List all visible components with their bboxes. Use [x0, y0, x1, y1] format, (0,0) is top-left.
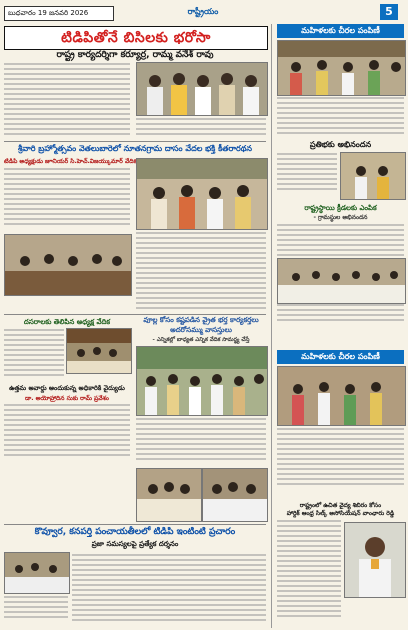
award-photo-icon — [341, 153, 405, 199]
right-banner-2 — [277, 140, 404, 151]
people-photo-icon — [137, 63, 267, 115]
right-photo-5 — [344, 522, 406, 598]
issue-date: బుధవారం 19 జనవరి 2026 — [8, 9, 89, 17]
meeting-photo-icon — [5, 235, 131, 295]
students-photo-icon — [278, 259, 405, 303]
main-headline: టిడిపితోనే బిసిలకు భరోసా — [61, 30, 211, 46]
story-1-photo — [136, 62, 268, 116]
story-4-text — [4, 329, 64, 379]
story-3-title: టిడిపి అధ్యక్షుడు జూనియర్ సి.హెచ్.విజయ్కుమార్ వేదిక — [4, 158, 137, 165]
story-2-text — [136, 232, 266, 312]
story-5-title-block — [4, 384, 130, 403]
story-1-title: రాష్ట్ర కార్యదర్శిగా కర్యూర్ర, రామ్మ వనేశ్ రావు — [56, 50, 214, 60]
story-2-title: శ్రీవారి బ్రహ్మోత్సవం వెతలుబారెలో నూతనగ్రామ దాసం వేదల భక్తి కీతరారథన — [17, 144, 253, 153]
right-photo-3 — [277, 258, 406, 304]
story-4-title-block — [4, 318, 130, 328]
story-1-text — [4, 63, 130, 139]
story-7-text — [72, 554, 266, 626]
right-story-3-title: రాష్ట్రస్థాయి క్రీడలకు ఎంపిక — [304, 204, 377, 212]
story-6-photo — [136, 346, 268, 416]
story-4-photo — [66, 328, 132, 374]
story-3-title-block — [4, 158, 137, 166]
right-story-5-subtitle: హార్దిక్ ఆంధ్ర సిల్క్ అసోసియేషన్ వాంఛారు రెడ్డి — [286, 510, 395, 517]
crowd-photo-icon — [137, 347, 267, 415]
story-3-text — [4, 168, 130, 230]
right-banner-1-text: మహిళలకు చీరల పంపిణీ — [301, 26, 380, 35]
women-photo-icon — [278, 41, 405, 95]
right-text-2 — [277, 153, 337, 201]
right-banner-1 — [277, 24, 404, 38]
story-7-text-b — [4, 596, 68, 626]
story-6-title-block — [136, 316, 266, 344]
story-6-title: వూల్ల కోసం కష్టపడిన వ్రైత భర్త కార్యకర్తలు — [143, 316, 259, 324]
story-2-title-block — [4, 144, 266, 155]
story-7-subtitle: ప్రజా సమస్యలపై ప్రత్యేక దర్శనం — [91, 540, 179, 548]
story-6-text — [136, 418, 266, 466]
right-story-3-subtitle: - గ్రామస్థుల అభినందన — [313, 214, 368, 221]
story-4-title: దసరాలకు తెలిపిన అధ్యక్ష వేదిక — [23, 318, 111, 326]
story-5-title: ఉత్తమ అవార్డు అందుకున్న అధికారికి వైద్యుడు — [9, 384, 125, 392]
group-photo-icon — [137, 469, 201, 521]
story-5-subtitle: డా. అయోహ్రాదిన సుకు రామ్ ప్రవేశం — [25, 395, 109, 402]
portrait-photo-icon — [345, 523, 405, 597]
gathering-photo-icon — [137, 159, 267, 229]
story-6-byline: - ఎన్నికల్లో బాధ్యత ఎన్నిక వేదిక సామర్థ్య చేస్తే — [152, 337, 250, 343]
story-2-photo — [136, 158, 268, 230]
right-story-5-title-block — [277, 502, 404, 518]
story-7-title-block — [4, 527, 266, 550]
right-photo-4 — [277, 366, 406, 426]
right-story-3-title-block — [277, 204, 404, 222]
group-photo-icon — [203, 469, 267, 521]
story-6-photo-c — [202, 468, 268, 522]
campaign-photo-icon — [5, 553, 69, 593]
right-banner-2-text: ప్రతిభకు అభినందన — [309, 140, 372, 149]
right-text-5 — [277, 520, 341, 620]
right-banner-3-text: మహిళలకు చీరల పంపిణీ — [301, 352, 380, 361]
story-3-photo — [4, 234, 132, 296]
date-box — [4, 6, 114, 21]
story-1-text-b — [136, 118, 266, 140]
saree-distribution-photo-icon — [278, 367, 405, 425]
story-7-title: కొవ్వూర, కనపర్తి పంచాయతీలలో టిడిపి ఇంటింటి ప్రచారం — [34, 527, 236, 537]
right-text-4 — [277, 428, 404, 488]
story-6-subtitle: అదరోసమ్ము వాసస్తులు — [170, 326, 232, 334]
right-text-1 — [277, 97, 404, 137]
section-masthead: రాష్ట్రీయం — [187, 7, 219, 16]
page-header — [0, 0, 408, 22]
right-banner-3 — [277, 350, 404, 364]
right-photo-1 — [277, 40, 406, 96]
page-number: 5 — [380, 4, 398, 20]
story-1-title-block — [4, 50, 266, 62]
story-7-photo — [4, 552, 70, 594]
right-story-5-title: రాష్ట్రంలో ఉచిత వైద్య శిబిరం కోసం — [299, 502, 382, 509]
stage-photo-icon — [67, 329, 131, 373]
main-headline-box — [4, 26, 268, 50]
story-5-text — [4, 404, 130, 464]
right-photo-2 — [340, 152, 406, 200]
story-6-photo-b — [136, 468, 202, 522]
